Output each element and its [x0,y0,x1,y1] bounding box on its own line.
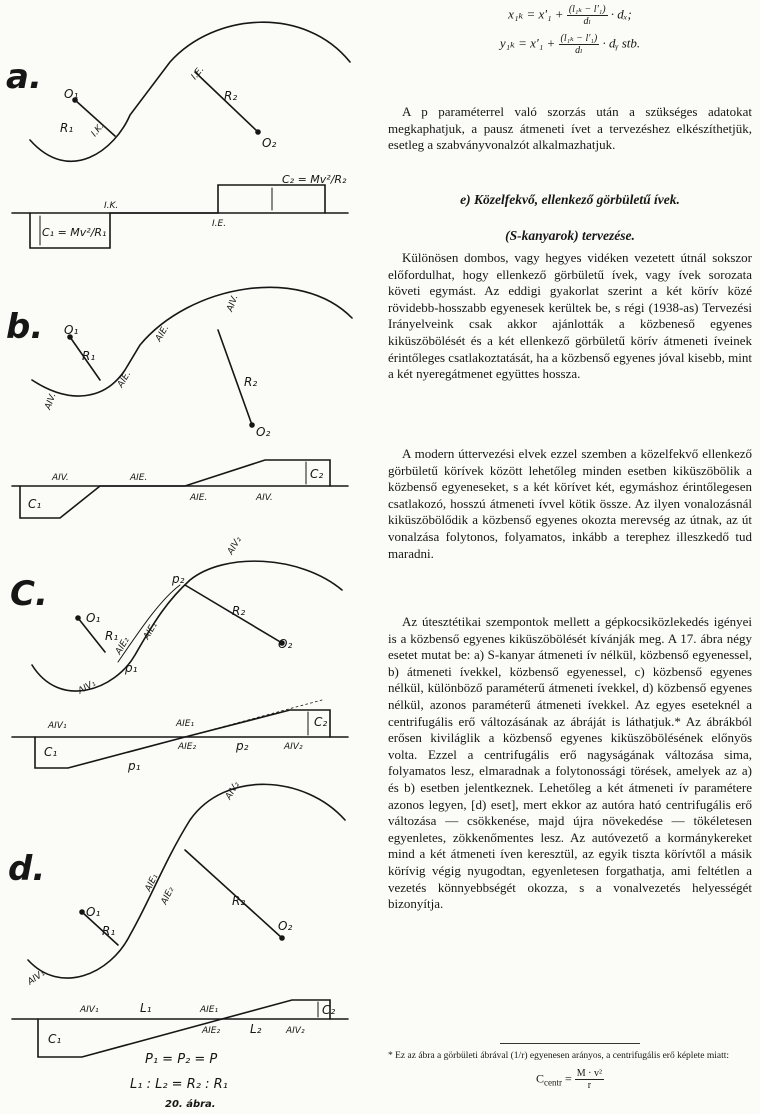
label-l-aiv1-c: AIV₁ [48,721,67,731]
fn-formula-num: M · v² [576,1068,603,1079]
s-curve-d [28,784,345,978]
formula-x-rhs: · dₓ; [610,6,632,22]
paragraph-4-wrap [388,614,752,913]
fn-formula-lhs: C [535,1071,544,1086]
label-r1-b: R₁ [82,349,96,363]
label-aiv1-b: AIV. [43,391,59,412]
fn-formula-sub: centr [544,1077,562,1088]
footnote-rule [500,1043,640,1044]
formula-x-num: (l₁ₖ − l'₁) [568,4,606,15]
label-aiv1-d: AIV₁ [25,968,47,988]
label-l-p1-c: p₁ [128,759,141,773]
section-heading: e) Közelfekvő, ellenkező görbületű ívek. [460,192,680,207]
label-r2-c: R₂ [232,604,246,618]
panel-letter-a: a. [6,57,42,97]
label-aie1-c: AIE₁ [141,620,160,642]
label-ik-line-a: I.K. [104,201,119,211]
label-l-aiv2-c: AIV₂ [284,742,303,752]
panel-a [12,22,350,248]
label-l-p2-c: p₂ [236,739,249,753]
footnote: * Ez az ábra a görbületi ábrával (1/r) egyenesen arányos, a centrifugális erő képlete miatt: [388,1051,730,1061]
label-c1-a: C₁ = Mv²/R₁ [42,226,107,239]
label-l-aiv2-b: AIV. [256,493,273,503]
paragraph-4: Az útesztétikai szempontok mellett a gépkocsiközlekedés igényei is a közbenső egyenes kiküszöbölését kívánják meg. A 17. ábra négy esetet mutat be: a) S-kanyar átmeneti ív nélkül, közbenső egyenessel, b) átmeneti ívekkel, közbenső egyenessel, c) közbenső egyenes nélkül, különböző paraméterű átmeneti ívekkel, d) közbenső egyenes nélkül, azonos paraméterű átmeneti ívekkel. Az egyes eseteknél a centrifugális erő változásának az ábráját is láthatjuk.* Az ábrákból erősen kiviláglik a közbenső egyenes kiküszöbölésének előnyös volta. Ezzel a centrifugális erő nagyságának változása sima, folyamatos lesz, elmaradnak a folytonossági törések, amelyek az a) és b) esetben jelentkeznek. Lehetőleg a két átmeneti ív paramétere azonos legyen, [d) eset], mert ekkor az autóra ható centrifugális erő változása — csökkenése, majd újra növekedése — tökéletesen egyenletes, zökkenőmentes lesz. Az autóvezető a kormánykereket mind a két átmeneti íven keresztül, az egyik tiszta körívtől a másik körívig végig nyugodtan, egyenletesen forgathatja, ami feltétlen a vezetés könnyebbségét okozza, s a vonalvezetés helyességét bizonyítja. [388,614,752,912]
formula-y-den: dₗ [575,45,583,56]
footnote-formula: $C_{centr}$ = $\frac{\text{M · v²}}{r}$ [535,1068,603,1091]
equation-l-d: L₁ : L₂ = R₂ : R₁ [130,1077,228,1092]
panel-d [12,784,348,1057]
section-subheading: (S-kanyarok) tervezése. [505,228,635,243]
label-aie2-b: AIE. [153,323,172,344]
label-c2-d: C₂ [322,1003,336,1017]
label-p1-c: p₁ [125,661,138,675]
label-aie2-d: AIE₂ [159,885,177,907]
label-o2-b: O₂ [256,425,271,439]
label-l-aie2-c: AIE₂ [178,742,197,752]
label-aie1-b: AIE. [115,369,134,390]
formula-x-lhs: x₁ₖ = x'₁ + [508,6,564,22]
label-r1-a: R₁ [60,121,74,135]
s-curve-c [32,561,342,691]
label-c2-c: C₂ [314,715,328,729]
formula-y-num: (l₁ₖ − l'₁) [560,33,598,44]
panel-b [12,287,352,518]
label-o1-d: O₁ [86,905,101,919]
paragraph-2: Különösen dombos, vagy hegyes vidéken vezetett útnál sokszor előfordulhat, hogy ellenkező görbületű ívek, vagy ívek sorozata követi egymást. Az eddigi gyakorlat szerint a két körív közé rövidebb-hosszabb egyenesek kerültek be, s régi (1938-as) Tervezési Irányelveink csak akkor ajánlották a közbeneső egyenes kiküszöbölését és a két ellenkező görbületű körív átmeneti íveinek érintőleges csatlakoztatását, ha a közbenső egyenes jóval kisebb, mint a két nyeregátmenet együttes hossza. [388,250,752,382]
paragraph-1: A p paraméterrel való szorzás után a szükséges adatokat megkaphatjuk, a pausz átmeneti ívet a tervezéshez elkészíthetjük, esetleg a szabványvonalzót alkalmazhatjuk. [388,104,752,153]
figure-caption: 20. ábra. [165,1099,216,1110]
panel-letter-d: d. [8,849,46,889]
formula-y-lhs: y₁ₖ = x'₁ + [499,35,556,51]
label-l1-d: L₁ [140,1001,152,1015]
label-r1-c: R₁ [105,629,119,643]
label-c1-b: C₁ [28,497,42,511]
label-l-aie1-c: AIE₁ [176,719,195,729]
figure-20 [0,0,372,1114]
label-ie-line-a: I.E. [212,219,227,229]
paragraph-1-wrap [388,104,752,154]
footnote-wrap [388,1050,752,1091]
label-c1-d: C₁ [48,1032,62,1046]
label-aie2-c: AIE₂ [113,635,132,657]
label-o2-a: O₂ [262,136,277,150]
formula-x [388,4,752,27]
s-curve-b [32,287,352,396]
paragraph-3-wrap [388,446,752,562]
heading-1-wrap [388,192,752,208]
label-r2-a: R₂ [224,89,238,103]
paragraph-3: A modern úttervezési elvek ezzel szemben a közelfekvő ellenkező görbületű körívek között lehetőleg minden esetben kiküszöbölik a közbenső egyeneseket, s a két körívet két, egymáshoz érintőlegesen csatlakozó, hosszú átmeneti ívvel kötik össze. Az ilyen vonalozásnál kiküszöbölődik a közbenső egyenes okozta merevség az útnak, az út vonalzása folytonos, folyamatos, inkább a terephez illeszkedő tud maradni. [388,446,752,561]
text-column [388,4,752,56]
label-l-aie1-d: AIE₁ [200,1005,219,1015]
formula-y-rhs: · dᵧ stb. [602,35,641,51]
label-l-aie2-d: AIE₂ [202,1026,221,1036]
label-r2-d: R₂ [232,894,246,908]
label-l-aiv1-b: AIV. [52,473,69,483]
label-aiv1-c: AIV₁ [76,678,98,697]
label-r1-d: R₁ [102,924,116,938]
centrifugal-diagram-b [20,460,330,518]
label-aiv2-c: AIV₂ [225,535,244,557]
label-o1-b: O₁ [64,323,79,337]
label-ik-a: I.K. [89,121,107,139]
formula-y [388,33,752,56]
label-c2-b: C₂ [310,467,324,481]
heading-2-wrap [388,228,752,244]
label-l-aie2-b: AIE. [190,493,208,503]
panel-c [12,561,348,768]
label-o2-c: O₂ [278,637,293,651]
label-l2-d: L₂ [250,1022,262,1036]
label-c1-c: C₁ [44,745,58,759]
label-o2-d: O₂ [278,919,293,933]
label-aiv2-d: AIV₂ [223,780,242,802]
label-o1-c: O₁ [86,611,101,625]
equation-p-d: P₁ = P₂ = P [145,1052,218,1067]
label-l-aiv2-d: AIV₂ [286,1026,305,1036]
label-l-aie1-b: AIE. [130,473,148,483]
label-aie1-d: AIE₁ [143,872,161,894]
formula-x-den: dₗ [583,16,591,27]
label-o1-a: O₁ [64,87,79,101]
label-r2-b: R₂ [244,375,258,389]
label-c2-a: C₂ = Mv²/R₂ [282,173,347,186]
label-l-aiv1-d: AIV₁ [80,1005,99,1015]
label-ie-a: I.E. [189,64,207,82]
label-aiv2-b: AIV. [225,293,241,314]
label-p2-c: p₂ [172,572,185,586]
panel-letter-c: C. [10,574,48,614]
fn-formula-den: r [587,1080,592,1091]
paragraph-2-wrap [388,250,752,383]
panel-letter-b: b. [6,307,44,347]
